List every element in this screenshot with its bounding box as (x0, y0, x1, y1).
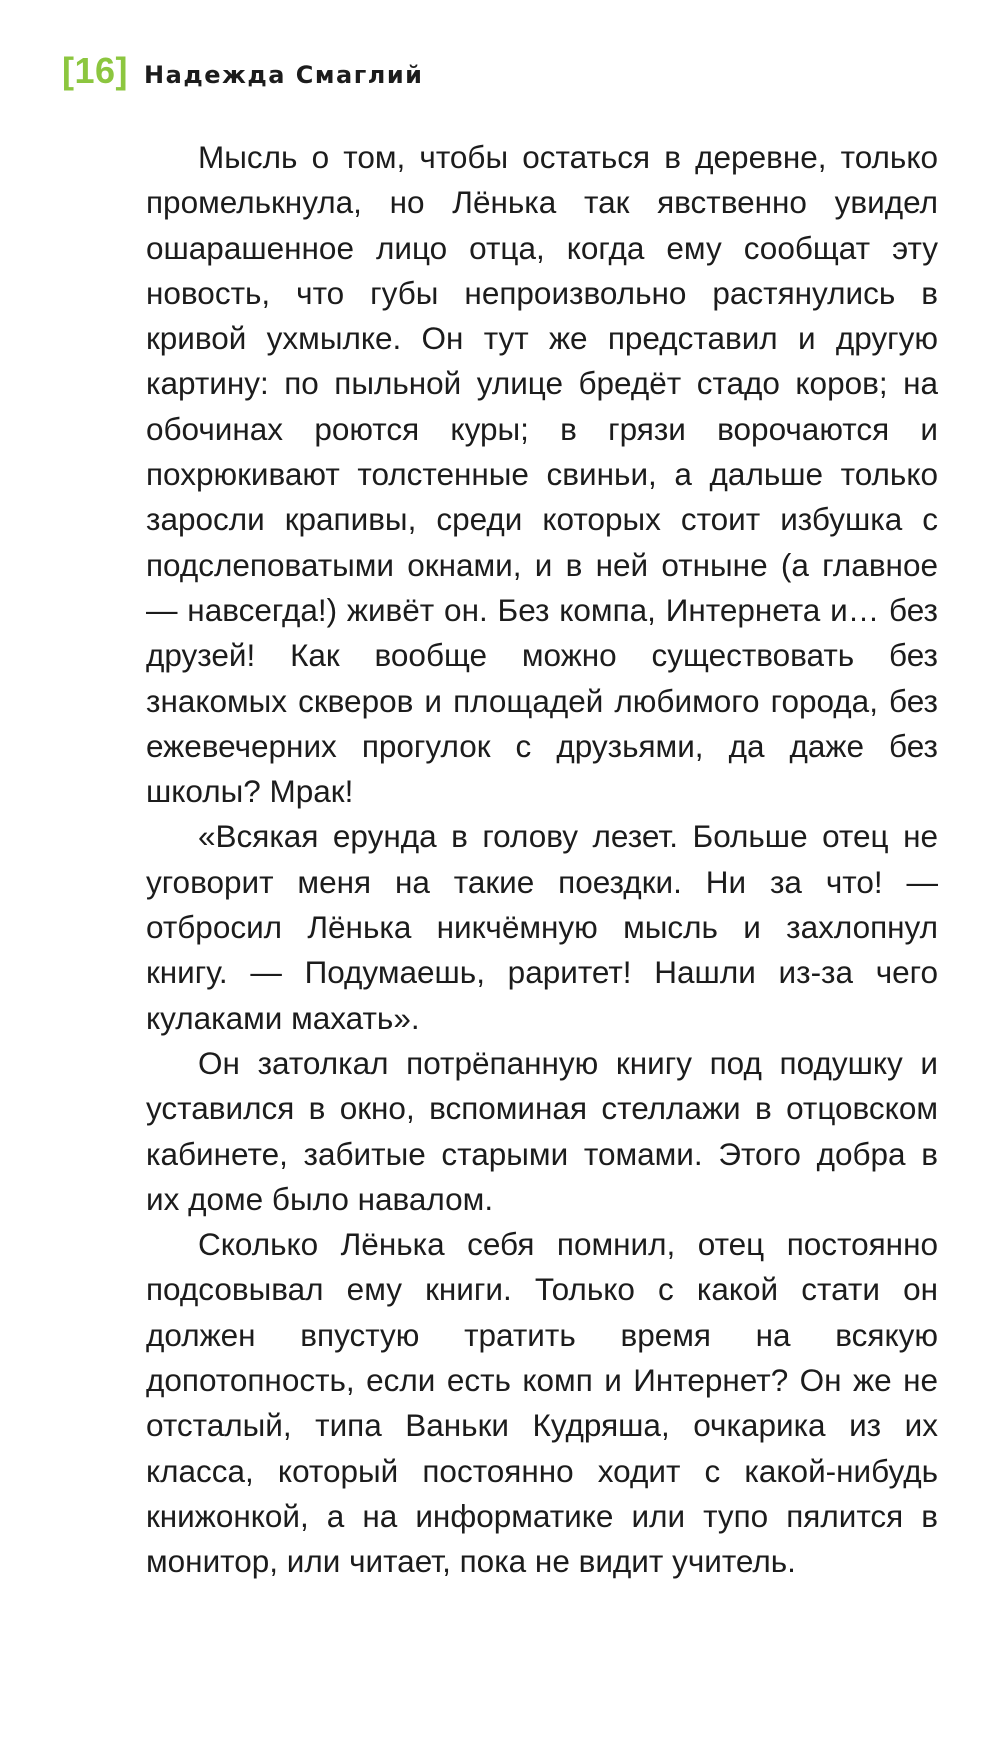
running-header-author: Надежда Смаглий (144, 61, 424, 89)
paragraph: «Всякая ерунда в голову лезет. Больше отец не уговорит меня на такие поездки. Ни за что! — отбросил Лёнька никчёмную мысль и захлопнул книгу. — Подумаешь, раритет! Нашли из-за чего кулаками махать». (146, 818, 938, 1036)
page-number: [16] (62, 50, 129, 91)
paragraph: Мысль о том, чтобы остаться в деревне, только промелькнула, но Лёнька так явственно увидел ошарашенное лицо отца, когда ему сообщат эту новость, что губы непроизвольно растянулись в кривой ухмылке. Он тут же представил и другую картину: по пыльной улице бредёт стадо коров; на обочинах роются куры; в грязи ворочаются и похрюкивают толстенные свиньи, а дальше только заросли крапивы, среди которых стоит избушка с подслеповатыми окнами, и в ней отныне (а главное — навсегда!) живёт он. Без компа, Интернета и… без друзей! Как вообще можно существовать без знакомых скверов и площадей любимого города, без ежевечерних прогулок с друзьями, да даже без школы? Мрак! (146, 139, 938, 810)
paragraph: Он затолкал потрёпанную книгу под подушку и уставился в окно, вспоминая стеллажи в отцовском кабинете, забитые старыми томами. Этого добра в их доме было навалом. (146, 1044, 938, 1217)
paragraph: Сколько Лёнька себя помнил, отец постоянно подсовывал ему книги. Только с какой стати он должен впустую тратить время на всякую допотопность, если есть комп и Интернет? Он же не отсталый, типа Ваньки Кудряша, очкарика из их класса, который постоянно ходит с какой-нибудь книжонкой, а на информатике или тупо пялится в монитор, или читает, пока не видит учитель. (146, 1226, 938, 1580)
body-text (146, 135, 938, 1585)
page-header (62, 50, 423, 90)
